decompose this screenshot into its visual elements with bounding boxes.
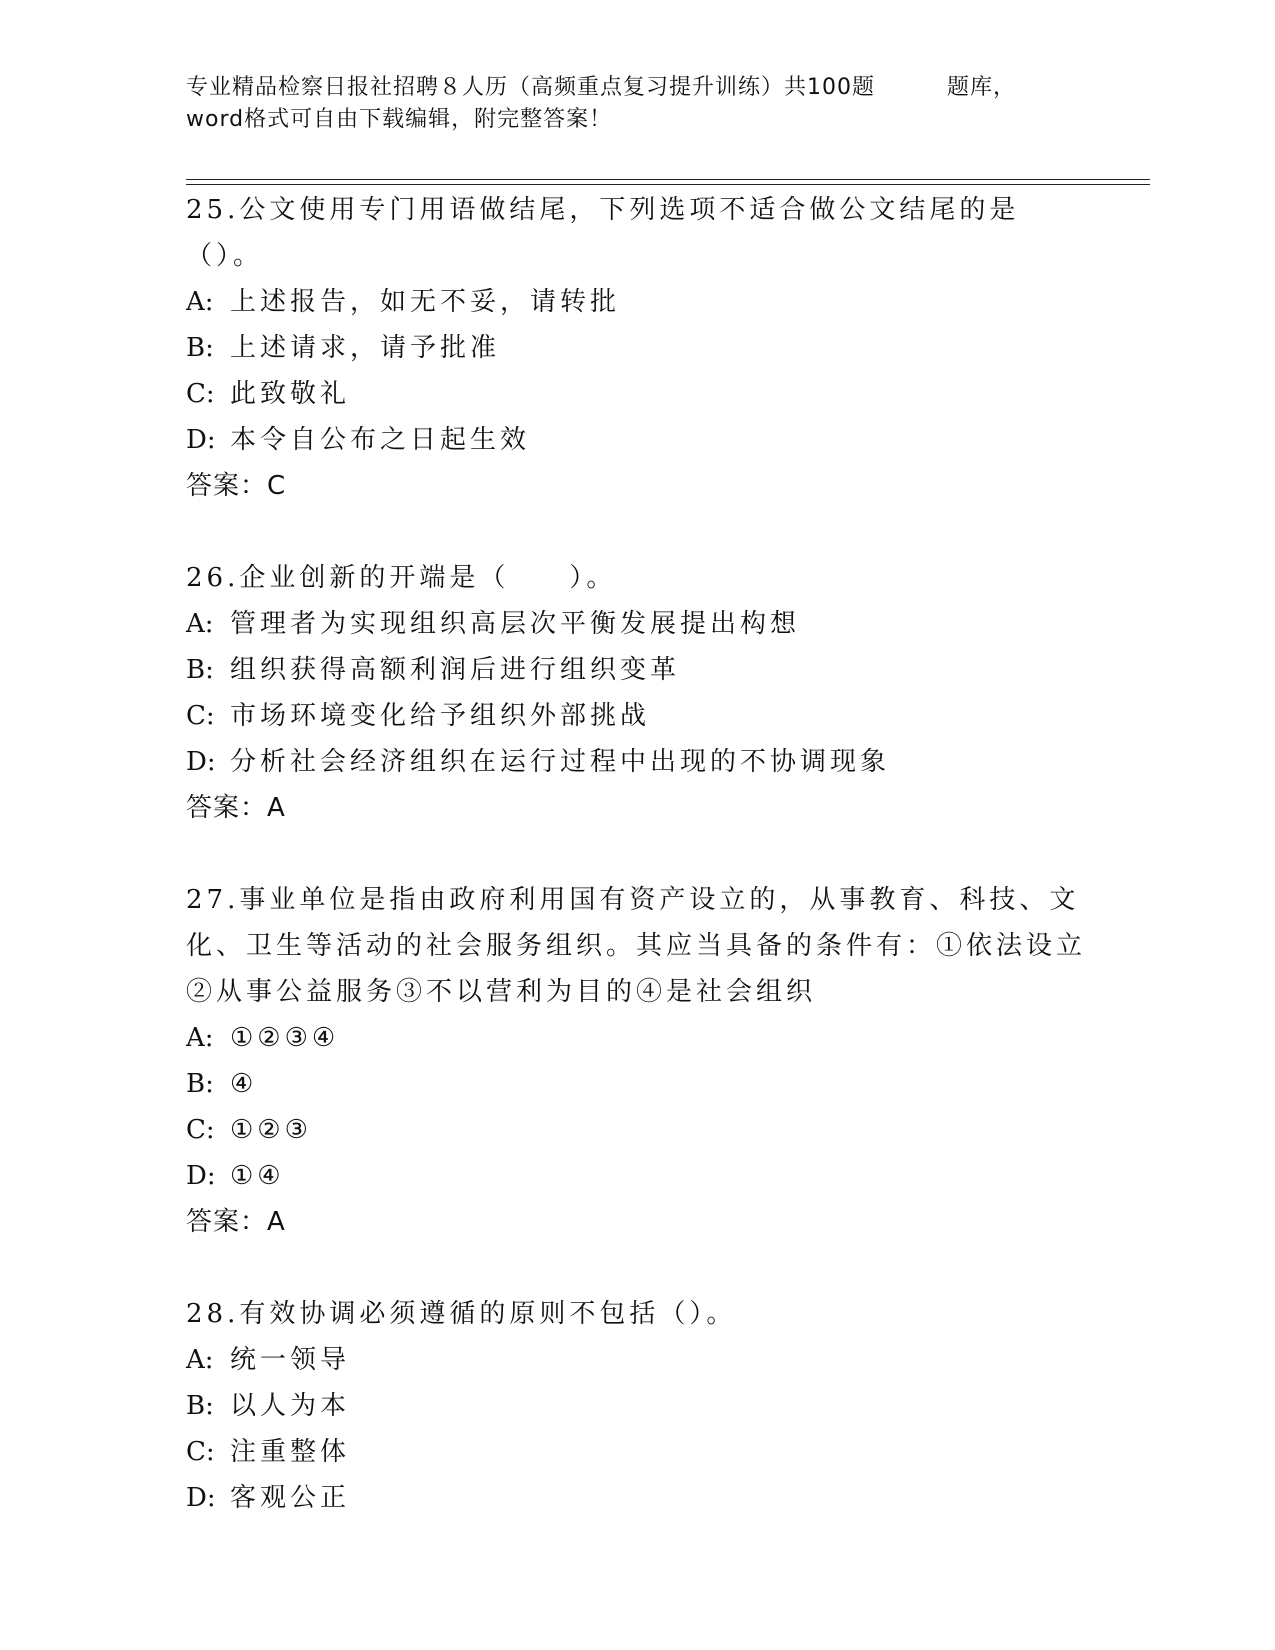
question-27	[186, 877, 1086, 1245]
header-title-suffix: 题库，	[947, 75, 1017, 100]
option-b	[186, 325, 1086, 371]
option-text: ①④	[230, 1161, 285, 1191]
question-stem: 27.事业单位是指由政府利用国有资产设立的，从事教育、科技、文化、卫生等活动的社会服务组织。其应当具备的条件有：①依法设立②从事公益服务③不以营利为目的④是社会组织	[186, 885, 1087, 1007]
option-d	[186, 1475, 1086, 1521]
option-key: A:	[186, 1345, 214, 1375]
option-a	[186, 601, 1086, 647]
option-a	[186, 1337, 1086, 1383]
option-text: 客观公正	[230, 1483, 351, 1513]
option-d	[186, 417, 1086, 463]
option-text: ①②③	[230, 1115, 312, 1145]
question-stem: 28.有效协调必须遵循的原则不包括（）。	[186, 1299, 737, 1329]
option-b	[186, 647, 1086, 693]
option-key: D:	[186, 1161, 216, 1191]
option-key: B:	[186, 655, 214, 685]
question-28	[186, 1291, 1086, 1521]
option-c	[186, 1107, 1086, 1153]
option-c	[186, 693, 1086, 739]
option-d	[186, 739, 1086, 785]
option-key: C:	[186, 701, 215, 731]
option-key: D:	[186, 747, 216, 777]
header-divider-bottom	[186, 184, 1150, 185]
option-b	[186, 1383, 1086, 1429]
option-text: 注重整体	[230, 1437, 351, 1467]
header-line-1	[186, 72, 1086, 104]
option-text: 组织获得高额利润后进行组织变革	[230, 655, 681, 685]
option-c	[186, 1429, 1086, 1475]
option-text: 统一领导	[230, 1345, 351, 1375]
option-key: B:	[186, 333, 214, 363]
answer-line: 答案：A	[186, 793, 286, 823]
option-text: 上述请求，请予批准	[230, 333, 501, 363]
option-a	[186, 1015, 1086, 1061]
option-key: D:	[186, 425, 216, 455]
question-26	[186, 555, 1086, 831]
question-25	[186, 187, 1086, 509]
header-line-2: word格式可自由下载编辑，附完整答案！	[186, 107, 613, 132]
option-key: B:	[186, 1069, 214, 1099]
option-text: 市场环境变化给予组织外部挑战	[230, 701, 651, 731]
option-key: A:	[186, 609, 214, 639]
option-text: 此致敬礼	[230, 379, 351, 409]
document-header	[186, 72, 1086, 136]
option-text: 以人为本	[230, 1391, 351, 1421]
option-key: A:	[186, 1023, 214, 1053]
option-text: 本令自公布之日起生效	[230, 425, 531, 455]
option-key: C:	[186, 1115, 215, 1145]
header-title: 专业精品检察日报社招聘８人历（高频重点复习提升训练）共100题	[186, 75, 875, 100]
option-a	[186, 279, 1086, 325]
option-c	[186, 371, 1086, 417]
question-stem: 26.企业创新的开端是（ ）。	[186, 563, 617, 593]
option-key: B:	[186, 1391, 214, 1421]
option-d	[186, 1153, 1086, 1199]
answer-line: 答案：C	[186, 471, 287, 501]
header-divider-top	[186, 179, 1150, 180]
option-key: D:	[186, 1483, 216, 1513]
option-text: 分析社会经济组织在运行过程中出现的不协调现象	[230, 747, 891, 777]
option-key: C:	[186, 379, 215, 409]
option-b	[186, 1061, 1086, 1107]
option-text: ④	[230, 1069, 258, 1099]
option-key: A:	[186, 287, 214, 317]
option-text: ①②③④	[230, 1023, 340, 1053]
answer-line: 答案：A	[186, 1207, 286, 1237]
option-text: 管理者为实现组织高层次平衡发展提出构想	[230, 609, 801, 639]
option-key: C:	[186, 1437, 215, 1467]
question-list	[186, 187, 1086, 1521]
option-text: 上述报告，如无不妥，请转批	[230, 287, 621, 317]
question-stem: 25.公文使用专门用语做结尾，下列选项不适合做公文结尾的是（）。	[186, 195, 1020, 271]
